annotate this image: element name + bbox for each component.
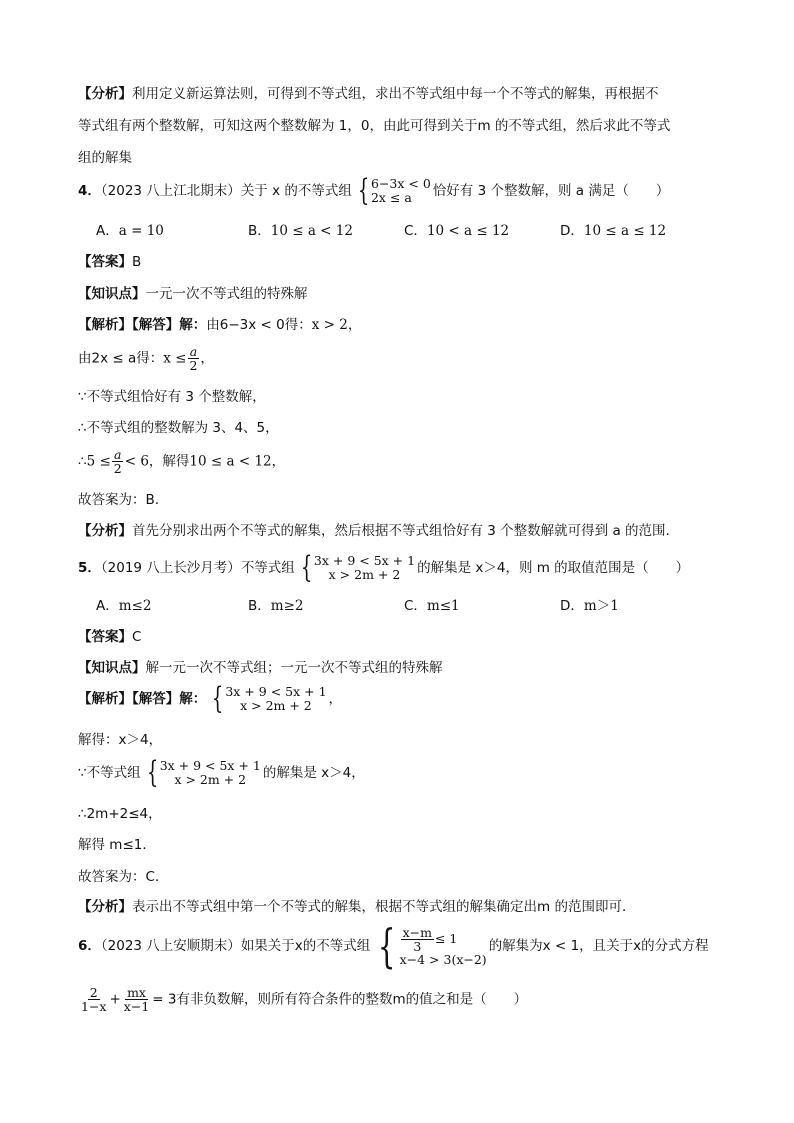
question-source: （2023 八上江北期末） <box>100 183 241 199</box>
analysis-tag: 【分析】 <box>78 86 132 102</box>
option-a[interactable]: A．a = 10 <box>96 223 164 239</box>
inequality-system: { 3x + 9 < 5x + 1 x > 2m + 2 <box>146 755 261 790</box>
q5-options <box>96 594 716 612</box>
q4-solution-line5: ∴5 ≤ $\frac{a}{2}$ < 6，解得10 ≤ a < 12， <box>78 447 286 476</box>
q4-solution-line4: ∴不等式组的整数解为 3、4、5， <box>78 420 279 436</box>
q4-options <box>96 219 716 237</box>
option-a[interactable]: A．m≤2 <box>96 598 152 614</box>
q4-solution-line6: 故答案为：B. <box>78 492 160 508</box>
option-c[interactable]: C．10 < a ≤ 12 <box>404 223 510 239</box>
q5-solution-line5: 解得 m≤1． <box>78 837 156 853</box>
inequality-system: { 3x + 9 < 5x + 1 x > 2m + 2 <box>212 681 327 716</box>
intro-analysis-line3: 组的解集 <box>78 150 132 166</box>
q4-solution-line3: ∵不等式组恰好有 3 个整数解， <box>78 389 266 405</box>
q4-answer: 【答案】B <box>78 254 142 270</box>
inequality-system: { $\frac{x-m}{3}$ ≤ 1 x−4 > 3(x−2) <box>378 919 487 973</box>
q4-stem: 4．（2023 八上江北期末）关于 x 的不等式组 { 6−3x < 0 2x ≤ a 恰好有 3 个整数解，则 a 满足（ ） <box>78 173 670 208</box>
question-number: 6． <box>78 938 101 954</box>
inequality-system: { 6−3x < 0 2x ≤ a <box>357 173 431 208</box>
fraction: $\frac{2}{1-x}$ <box>81 985 107 1014</box>
q4-solution-line1: 【解析】【解答】解：由6−3x < 0得：x > 2， <box>78 317 362 333</box>
q5-answer: 【答案】C <box>78 629 142 645</box>
q5-solution-line1: 【解析】【解答】解： { 3x + 9 < 5x + 1 x > 2m + 2 ， <box>78 681 343 716</box>
fraction: $\frac{a}{2}$ <box>189 344 198 373</box>
option-d[interactable]: D．10 ≤ a ≤ 12 <box>560 223 667 239</box>
q6-equation-line: $\frac{2}{1-x}$ + $\frac{mx}{x-1}$ = 3有非负数解，则所有符合条件的整数m的值之和是（ ） <box>81 985 528 1014</box>
question-source: （2019 八上长沙月考） <box>100 560 241 576</box>
fraction: $\frac{mx}{x-1}$ <box>123 985 150 1014</box>
q5-solution-line3: ∵不等式组 { 3x + 9 < 5x + 1 x > 2m + 2 的解集是 x＞4， <box>78 755 365 790</box>
intro-analysis-line2: 等式组有两个整数解，可知这两个整数解为 1，0，由此可得到关于m 的不等式组，然后求此不等式 <box>78 118 671 134</box>
intro-analysis-line1: 【分析】利用定义新运算法则，可得到不等式组，求出不等式组中每一个不等式的解集，再根据不 <box>78 86 659 102</box>
q4-solution-line2: 由2x ≤ a得：x ≤ $\frac{a}{2}$ ， <box>78 344 214 373</box>
fraction: $\frac{a}{2}$ <box>113 447 122 476</box>
q5-knowledge: 【知识点】解一元一次不等式组；一元一次不等式组的特殊解 <box>78 660 443 676</box>
question-source: （2023 八上安顺期末） <box>100 938 241 954</box>
question-number: 5． <box>78 560 101 576</box>
q5-solution-line2: 解得：x＞4， <box>78 732 163 748</box>
option-d[interactable]: D．m＞1 <box>560 598 619 614</box>
q5-solution-line6: 故答案为：C． <box>78 869 169 885</box>
q5-stem: 5．（2019 八上长沙月考）不等式组 { 3x + 9 < 5x + 1 x > 2m + 2 的解集是 x＞4，则 m 的取值范围是（ ） <box>78 550 690 585</box>
q4-analysis: 【分析】首先分别求出两个不等式的解集，然后根据不等式组恰好有 3 个整数解就可得到 a 的范围. <box>78 523 670 539</box>
q5-solution-line4: ∴2m+2≤4， <box>78 806 162 822</box>
inequality-system: { 3x + 9 < 5x + 1 x > 2m + 2 <box>300 550 416 585</box>
question-number: 4． <box>78 183 101 199</box>
option-b[interactable]: B．10 ≤ a < 12 <box>248 223 353 239</box>
option-c[interactable]: C．m≤1 <box>404 598 460 614</box>
option-b[interactable]: B．m≥2 <box>248 598 304 614</box>
fraction: $\frac{x-m}{3}$ <box>402 924 432 954</box>
q4-knowledge: 【知识点】一元一次不等式组的特殊解 <box>78 286 308 302</box>
q5-analysis: 【分析】表示出不等式组中第一个不等式的解集，根据不等式组的解集确定出m 的范围即可． <box>78 899 636 915</box>
q6-stem: 6．（2023 八上安顺期末）如果关于x的不等式组 { $\frac{x-m}{3}$ ≤ 1 x−4 > 3(x−2) 的解集为x < 1，且关于x的分式方程 <box>78 919 709 973</box>
